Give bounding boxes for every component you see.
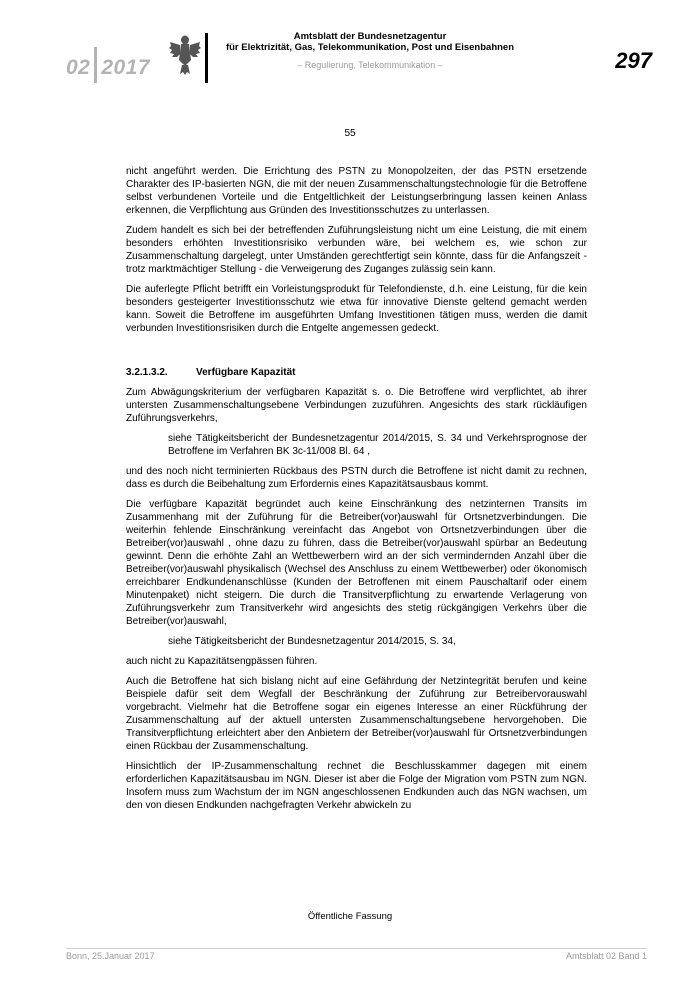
paragraph: Zudem handelt es sich bei der betreffenden Zuführungsleistung nicht um eine Leistung, die mit einem besonders erhöhten Investitionsrisiko verbunden wäre, bei welchem es, wie schon zur Zusammenschaltung dargelegt, unter Umständen gerechtfertigt sein könnte, dass für die Anfangszeit - trotz marktmächtiger Stellung - die Verweigerung des Zuganges zulässig sein kann. [126,225,587,275]
paragraph: Zum Abwägungskriterium der verfügbaren Kapazität s. o. Die Betroffene wird verpflichtet, ab ihrer untersten Zusammenschaltungsebene Verbindungen zuzuführen. Angesichts des stark rückläufigen Zuführungsverkehrs, [126,387,587,424]
page-number: 297 [615,48,652,73]
citation: siehe Tätigkeitsbericht der Bundesnetzagentur 2014/2015, S. 34, [168,636,456,647]
header-title-line2: für Elektrizität, Gas, Telekommunikation, Post und Eisenbahnen [225,42,515,53]
issue-separator [94,47,97,83]
section-heading [126,366,587,379]
paragraph: Die verfügbare Kapazität begründet auch keine Einschränkung des netzinternen Transits im Zusammenhang mit der Zuführung für die Betreiber(vor)auswahl für Ortsnetzverbindungen. Die weiterhin fehlende Einschränkung vereinfacht das Angebot von Ortsnetzverbindungen über die Betreiber(vor)auswahl , ohne dazu zu führen, dass die Betreiber(vor)auswahl spürbar an Bedeutung gewinnt. Denn die erhöhte Zahl an Wettbewerbern wird an der sich vermindernden Anzahl über die Betreiber(vor)auswahl physikalisch (Wechsel des Anschluss zu einem Wettbewerber) oder ökonomisch erreichbarer Endkundenanschlüsse (Kunden der Betroffenen mit einem Pauschaltarif oder einem Minutenpaket) nicht steigern. Die durch die Transitverpflichtung zu erwartende Verlagerung von Zuführungsverkehr zum Transitverkehr wird angesichts des stetig rückgängigen Verkehrs über die Betreiber(vor)auswahl, [126,499,587,627]
header-subtitle: – Regulierung, Telekommunikation – [297,60,443,70]
document-page-number: 55 [344,128,356,139]
paragraph: nicht angeführt werden. Die Errichtung des PSTN zu Monopolzeiten, der das PSTN ersetzende Charakter des IP-basierten NGN, die mit der neuen Zusammenschaltungstechnologie für die Betroffene selbst verbundenen Vorteile und die Entgeltlichkeit der Leistungserbringung lassen keinen Anlass erkennen, die Verpflichtung aus Gründen des Investitionsschutzes zu unterlassen. [126,166,587,216]
section-number: 3.2.1.3.2. [126,367,168,378]
header-vertical-rule [205,33,208,83]
header-title-line1: Amtsblatt der Bundesnetzagentur [293,31,447,42]
paragraph: Auch die Betroffene hat sich bislang nicht auf eine Gefährdung der Netzintegrität berufen und keine Beispiele dafür seit dem Wegfall der Beschränkung der Zuführung zur Betreibervorauswahl vorgebracht. Vielmehr hat die Betroffene sogar ein eigenes Interesse an einer Rückführung der Zusammenschaltung auf der aktuell untersten Zusammenschaltungsebene hervorgehoben. Die Transitverpflichtung erleichtert aber den Anbietern der Betreiber(vor)auswahl für Ortsnetzverbindungen einen Rückbau der Zusammenschaltung. [126,676,587,752]
paragraph: Hinsichtlich der IP-Zusammenschaltung rechnet die Beschlusskammer dagegen mit einem erforderlichen Kapazitätsausbau im NGN. Dieser ist aber die Folge der Migration vom PSTN zum NGN. Insofern muss zum Wachstum der im NGN angeschlossenen Endkunden auch das NGN wachsen, um den von diesen Endkunden nachgefragten Verkehr abwickeln zu [126,761,587,811]
section-title: Verfügbare Kapazität [196,367,296,378]
paragraph: auch nicht zu Kapazitätsengpässen führen. [126,656,318,667]
citation: siehe Tätigkeitsbericht der Bundesnetzagentur 2014/2015, S. 34 und Verkehrsprognose der Betroffene im Verfahren BK 3c-11/008 Bl. 64 , [168,433,587,457]
footer-date: Bonn, 25.Januar 2017 [66,951,155,961]
footer-divider [66,948,647,949]
footer-issue: Amtsblatt 02 Band 1 [565,951,647,961]
main-content [126,165,587,819]
paragraph: Die auferlegte Pflicht betrifft ein Vorleistungsprodukt für Telefondienste, d.h. eine Leistung, für die kein besonders gesteigerter Investitionsschutz wie etwa für innovative Dienste geltend gemacht werden kann. Soweit die Betroffene im ausgeführten Umfang Investitionen tätigen muss, werden die damit verbunden Investitionsrisiken durch die Entgelte angemessen gedeckt. [126,284,587,334]
federal-eagle-icon [168,32,202,76]
version-label: Öffentliche Fassung [307,911,393,922]
paragraph: und des noch nicht terminierten Rückbaus des PSTN durch die Betroffene ist nicht damit zu rechnen, dass es durch die Beibehaltung zum Erfordernis eines Kapazitätsausbaus kommt. [126,466,587,490]
issue-label [66,47,150,83]
issue-number: 02 [66,56,91,79]
issue-year: 2017 [101,56,151,79]
